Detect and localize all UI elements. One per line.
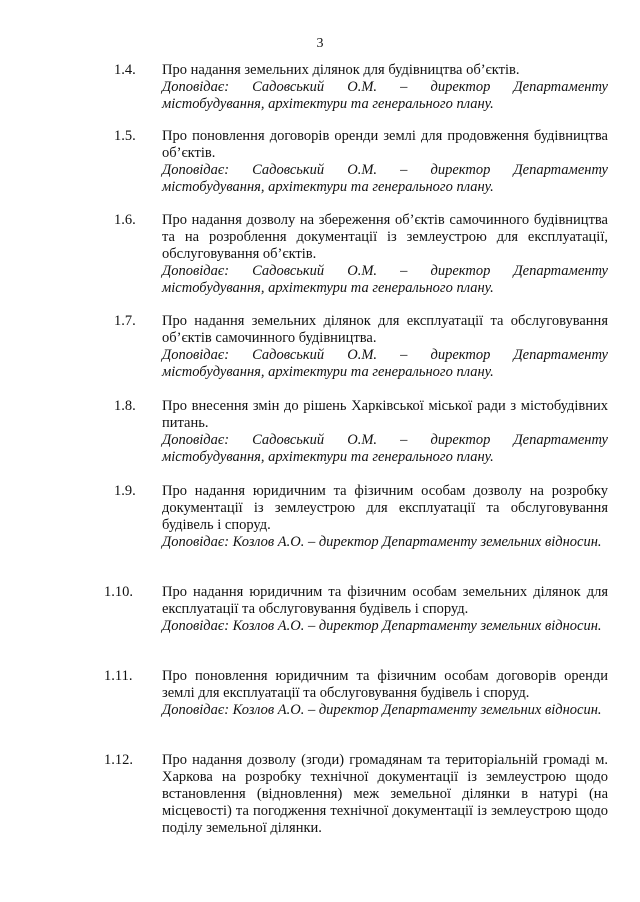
item-speaker: Доповідає: Садовський О.М. – директор Департаменту містобудування, архітектури та генерального плану.	[162, 432, 608, 465]
item-number: 1.6.	[114, 212, 136, 228]
item-title: Про надання юридичним та фізичним особам земельних ділянок для експлуатації та обслуговування будівель і споруд.	[162, 584, 608, 617]
item-number: 1.12.	[104, 752, 133, 768]
item-speaker: Доповідає: Козлов А.О. – директор Департаменту земельних відносин.	[162, 534, 602, 550]
item-number: 1.10.	[104, 584, 133, 600]
item-speaker: Доповідає: Садовський О.М. – директор Департаменту містобудування, архітектури та генерального плану.	[162, 263, 608, 296]
item-number: 1.8.	[114, 398, 136, 414]
item-speaker: Доповідає: Садовський О.М. – директор Департаменту містобудування, архітектури та генерального плану.	[162, 162, 608, 195]
item-title: Про надання дозволу на збереження об’єктів самочинного будівництва та на розроблення документації із землеустрою для експлуатації, обслуговування об’єктів.	[162, 212, 608, 262]
item-speaker: Доповідає: Садовський О.М. – директор Департаменту містобудування, архітектури та генерального плану.	[162, 79, 608, 112]
item-speaker: Доповідає: Козлов А.О. – директор Департаменту земельних відносин.	[162, 618, 602, 634]
page-number: 3	[316, 36, 324, 51]
item-number: 1.9.	[114, 483, 136, 499]
item-number: 1.7.	[114, 313, 136, 329]
item-title: Про поновлення договорів оренди землі для продовження будівництва об’єктів.	[162, 128, 608, 161]
item-title: Про надання дозволу (згоди) громадянам та територіальній громаді м. Харкова на розробку технічної документації із землеустрою щодо встановлення (відновлення) меж земельної ділянки в натурі (на місцевості) та погодження технічної документації із землеустрою щодо поділу земельної ділянки.	[162, 752, 608, 836]
item-title: Про внесення змін до рішень Харківської міської ради з містобудівних питань.	[162, 398, 608, 431]
item-title: Про поновлення юридичним та фізичним особам договорів оренди землі для експлуатації та обслуговування будівель і споруд.	[162, 668, 608, 701]
item-title: Про надання юридичним та фізичним особам дозволу на розробку документації із землеустрою для експлуатації та обслуговування будівель і споруд.	[162, 483, 608, 533]
item-number: 1.4.	[114, 62, 136, 78]
item-number: 1.5.	[114, 128, 136, 144]
item-number: 1.11.	[104, 668, 133, 684]
item-speaker: Доповідає: Садовський О.М. – директор Департаменту містобудування, архітектури та генерального плану.	[162, 347, 608, 380]
item-speaker: Доповідає: Козлов А.О. – директор Департаменту земельних відносин.	[162, 702, 602, 718]
item-title: Про надання земельних ділянок для експлуатації та обслуговування об’єктів самочинного будівництва.	[162, 313, 608, 346]
item-title: Про надання земельних ділянок для будівництва об’єктів.	[162, 62, 520, 78]
